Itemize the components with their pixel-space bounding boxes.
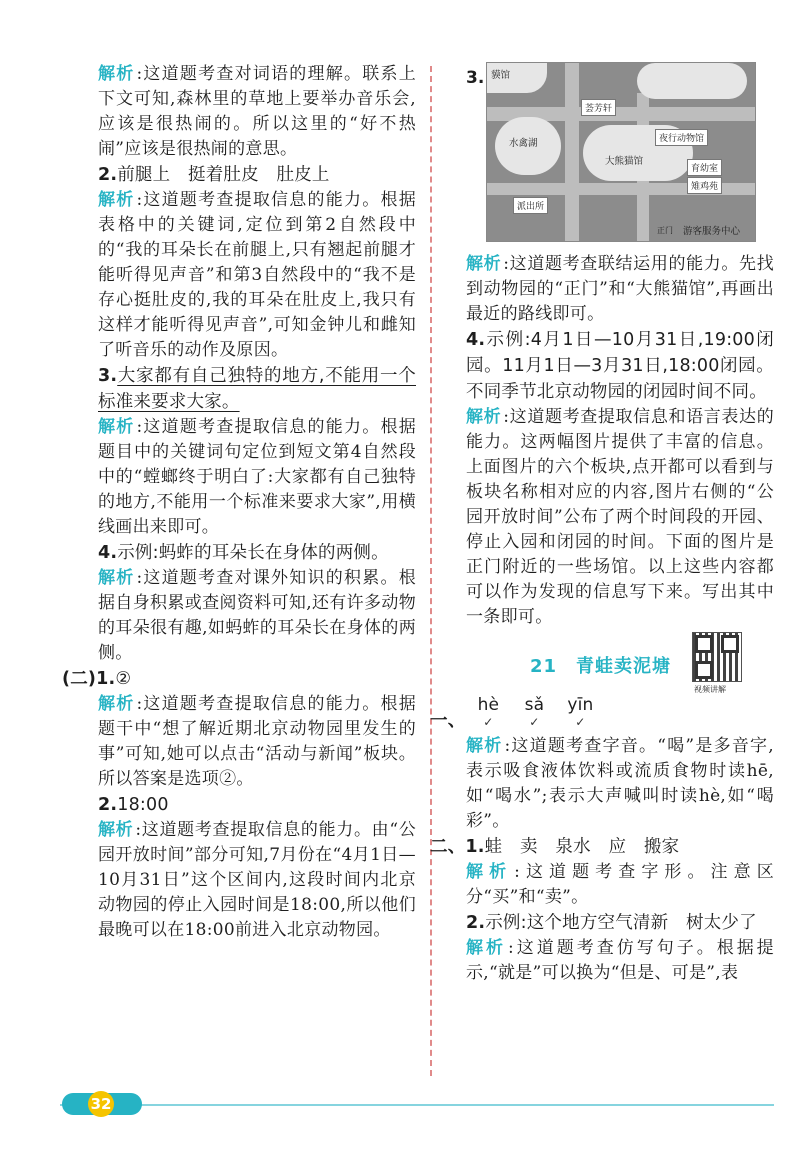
- page-number: 32: [88, 1091, 114, 1117]
- qr-code-icon[interactable]: [692, 632, 742, 682]
- map-label: 游客服务中心: [683, 226, 741, 237]
- footer-rule: [60, 1104, 774, 1106]
- answer-analysis: 解析 :这道题考查对词语的理解。联系上下文可知,森林里的草地上要举办音乐会,应该是很热闹的。所以这里的“好不热闹”应该是很热闹的意思。: [98, 64, 416, 159]
- lesson-heading: [466, 630, 774, 692]
- map-label: 大熊猫馆: [605, 156, 644, 167]
- answer-analysis: 解析 :这道题考查对课外知识的积累。根据自身积累或查阅资料可知,还有许多动物的耳朵很有趣,如蚂蚱的耳朵长在身体的两侧。: [98, 568, 416, 663]
- map-label: 水禽湖: [509, 138, 538, 149]
- answer-analysis: 解析 :这道题考查提取信息的能力。根据题干中“想了解近期北京动物园里发生的事”可知,她可以点击“活动与新闻”板块。所以答案是选项②。: [98, 694, 416, 789]
- question-number: 3.: [466, 68, 485, 88]
- answer-analysis: 解析 :这道题考查提取信息的能力。根据题目中的关键词句定位到短文第4自然段中的“螳螂终于明白了:大家都有自己独特的地方,不能用一个标准来要求大家”,用横线画出来即可。: [98, 417, 416, 537]
- answer-analysis: 解析 :这道题考查仿写句子。根据提示,“就是”可以换为“但是、可是”,表: [466, 938, 774, 983]
- answer-analysis: 解析 :这道题考查字形。注意区分“买”和“卖”。: [466, 862, 774, 907]
- answer-analysis: 解析 :这道题考查提取信息的能力。根据表格中的关键词,定位到第2自然段中的“我的耳朵长在前腿上,只有翘起前腿才能听得见声音”和第3自然段中的“我不是存心挺肚皮的,我的耳朵在肚皮上,我只有这样才能听得见声音”,可知金钟儿和雌知了听音乐的动作及原因。: [98, 190, 416, 360]
- map-label: 貘馆: [491, 70, 511, 81]
- part-1-pinyin: 一、hè ✓ sǎ ✓ yīn ✓: [430, 695, 594, 731]
- left-column: [62, 62, 416, 943]
- column-divider: [430, 66, 432, 1076]
- answer-q4: 4.示例:4月1日—10月31日,19:00闭园。11月1日—3月31日,18:00闭园。不同季节北京动物园的闭园时间不同。: [466, 330, 774, 402]
- right-column: [430, 62, 774, 986]
- answer-analysis: 解析 :这道题考查字音。“喝”是多音字,表示吸食液体饮料或流质食物时读hē,如“喝水”;表示大声喊叫时读hè,如“喝彩”。: [466, 736, 774, 831]
- answer-q4: 4.示例:蚂蚱的耳朵长在身体的两侧。: [98, 543, 389, 563]
- qr-caption: 视频讲解: [694, 685, 726, 694]
- section-2-q1: (二)1.②: [62, 669, 132, 689]
- answer-analysis: 解析 :这道题考查提取信息和语言表达的能力。这两幅图片提供了丰富的信息。上面图片的六个板块,点开都可以看到与板块名称相对应的内容,图片右侧的“公园开放时间”公布了两个时间段的开园、停止入园和闭园的时间。下面的图片是正门附近的一些场馆。以上这些内容都可以作为发现的信息写下来。写出其中一条即可。: [466, 407, 774, 627]
- map-label: 荟芳轩: [581, 99, 616, 116]
- map-label: 雉鸡苑: [687, 177, 722, 194]
- answer-q3: 3.大家都有自己独特的地方,不能用一个标准来要求大家。: [98, 366, 416, 412]
- part-2-q2: 2.示例:这个地方空气清新 树太少了: [466, 913, 757, 933]
- map-label: 派出所: [513, 197, 548, 214]
- lesson-title: 21 青蛙卖泥塘: [530, 656, 672, 677]
- part-2-q1: 二、1.蛙 卖 泉水 应 搬家: [430, 837, 680, 857]
- answer-analysis: 解析 :这道题考查提取信息的能力。由“公园开放时间”部分可知,7月份在“4月1日—10月31日”这个区间内,这段时间内北京动物园的停止入园时间是18:00,所以他们最晚可以在18:00前进入北京动物园。: [98, 820, 416, 940]
- answer-analysis: 解析 :这道题考查联结运用的能力。先找到动物园的“正门”和“大熊猫馆”,再画出最近的路线即可。: [466, 254, 774, 324]
- zoo-map-question: [466, 62, 774, 252]
- answer-q2: 2.前腿上 挺着肚皮 肚皮上: [98, 165, 330, 185]
- section-2-q2: 2.18:00: [98, 795, 169, 815]
- map-label: 正门: [657, 226, 673, 235]
- zoo-map-image: [486, 62, 756, 242]
- map-label: 育幼室: [687, 159, 722, 176]
- map-label: 夜行动物馆: [655, 129, 708, 146]
